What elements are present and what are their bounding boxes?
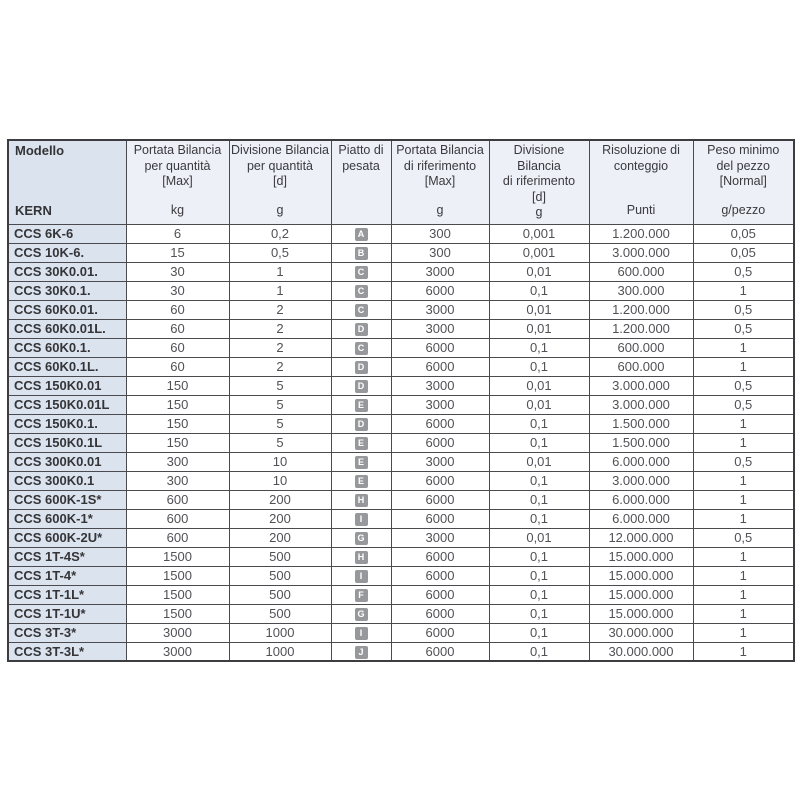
weighing-pan-badge: G bbox=[355, 532, 368, 545]
cell-division_g: 1000 bbox=[229, 623, 331, 642]
cell-division_g: 10 bbox=[229, 471, 331, 490]
header-line: [Normal] bbox=[719, 174, 767, 188]
cell-resolution: 15.000.000 bbox=[589, 604, 693, 623]
header-line: Portata Bilancia bbox=[133, 143, 222, 157]
header-unit: g bbox=[276, 203, 284, 217]
cell-division_g: 0,2 bbox=[229, 224, 331, 243]
cell-ref_division_g: 0,01 bbox=[489, 319, 589, 338]
cell-capacity_kg: 150 bbox=[126, 395, 229, 414]
weighing-pan-cell bbox=[331, 585, 391, 604]
cell-ref_division_g: 0,1 bbox=[489, 471, 589, 490]
cell-min_weight: 0,5 bbox=[693, 262, 794, 281]
model-name: CCS 600K-1S* bbox=[8, 490, 126, 509]
cell-division_g: 2 bbox=[229, 338, 331, 357]
table-row bbox=[8, 547, 794, 566]
header-line: pesata bbox=[342, 158, 380, 173]
cell-division_g: 5 bbox=[229, 395, 331, 414]
cell-ref_division_g: 0,01 bbox=[489, 452, 589, 471]
cell-capacity_kg: 300 bbox=[126, 452, 229, 471]
table-row bbox=[8, 452, 794, 471]
cell-resolution: 600.000 bbox=[589, 338, 693, 357]
header-unit: g bbox=[436, 203, 444, 217]
header-line: per quantità bbox=[144, 158, 211, 173]
cell-min_weight: 0,05 bbox=[693, 224, 794, 243]
cell-division_g: 500 bbox=[229, 585, 331, 604]
cell-min_weight: 1 bbox=[693, 547, 794, 566]
cell-division_g: 5 bbox=[229, 433, 331, 452]
weighing-pan-cell bbox=[331, 262, 391, 281]
table-row bbox=[8, 338, 794, 357]
cell-ref_capacity_g: 6000 bbox=[391, 357, 489, 376]
cell-ref_division_g: 0,01 bbox=[489, 528, 589, 547]
cell-ref_division_g: 0,1 bbox=[489, 281, 589, 300]
cell-min_weight: 1 bbox=[693, 471, 794, 490]
table-row bbox=[8, 509, 794, 528]
model-name: CCS 30K0.01. bbox=[8, 262, 126, 281]
table-row bbox=[8, 566, 794, 585]
weighing-pan-cell bbox=[331, 642, 391, 661]
weighing-pan-cell bbox=[331, 490, 391, 509]
cell-ref_division_g: 0,001 bbox=[489, 224, 589, 243]
cell-min_weight: 0,5 bbox=[693, 395, 794, 414]
cell-ref_capacity_g: 3000 bbox=[391, 395, 489, 414]
header-line: Peso minimo bbox=[707, 143, 780, 157]
cell-capacity_kg: 30 bbox=[126, 262, 229, 281]
table-row bbox=[8, 300, 794, 319]
header-line: conteggio bbox=[613, 158, 669, 173]
cell-capacity_kg: 600 bbox=[126, 490, 229, 509]
model-name: CCS 150K0.1. bbox=[8, 414, 126, 433]
cell-capacity_kg: 60 bbox=[126, 338, 229, 357]
cell-ref_capacity_g: 300 bbox=[391, 243, 489, 262]
column-header-divisione-quantita bbox=[229, 140, 331, 224]
weighing-pan-cell bbox=[331, 224, 391, 243]
cell-ref_division_g: 0,1 bbox=[489, 585, 589, 604]
cell-min_weight: 0,5 bbox=[693, 376, 794, 395]
weighing-pan-badge: E bbox=[355, 437, 368, 450]
weighing-pan-badge: D bbox=[355, 323, 368, 336]
cell-capacity_kg: 150 bbox=[126, 433, 229, 452]
cell-ref_division_g: 0,001 bbox=[489, 243, 589, 262]
header-unit: kg bbox=[170, 203, 185, 217]
cell-ref_capacity_g: 6000 bbox=[391, 566, 489, 585]
table-row bbox=[8, 528, 794, 547]
cell-resolution: 3.000.000 bbox=[589, 395, 693, 414]
cell-division_g: 2 bbox=[229, 357, 331, 376]
cell-min_weight: 1 bbox=[693, 604, 794, 623]
product-spec-table bbox=[7, 139, 795, 662]
cell-division_g: 2 bbox=[229, 300, 331, 319]
weighing-pan-cell bbox=[331, 509, 391, 528]
cell-ref_division_g: 0,1 bbox=[489, 490, 589, 509]
cell-ref_division_g: 0,1 bbox=[489, 357, 589, 376]
cell-capacity_kg: 30 bbox=[126, 281, 229, 300]
cell-ref_capacity_g: 3000 bbox=[391, 452, 489, 471]
weighing-pan-badge: D bbox=[355, 418, 368, 431]
table-row bbox=[8, 357, 794, 376]
cell-division_g: 500 bbox=[229, 604, 331, 623]
header-line: di riferimento bbox=[403, 158, 477, 173]
model-name: CCS 30K0.1. bbox=[8, 281, 126, 300]
cell-min_weight: 0,5 bbox=[693, 300, 794, 319]
cell-capacity_kg: 600 bbox=[126, 528, 229, 547]
weighing-pan-cell bbox=[331, 433, 391, 452]
cell-ref_capacity_g: 6000 bbox=[391, 604, 489, 623]
cell-ref_capacity_g: 6000 bbox=[391, 547, 489, 566]
header-line: Risoluzione di bbox=[602, 143, 680, 157]
cell-min_weight: 1 bbox=[693, 490, 794, 509]
column-header-divisione-riferimento bbox=[489, 140, 589, 224]
weighing-pan-cell bbox=[331, 338, 391, 357]
table-row bbox=[8, 414, 794, 433]
weighing-pan-badge: C bbox=[355, 266, 368, 279]
table-row bbox=[8, 281, 794, 300]
cell-capacity_kg: 1500 bbox=[126, 585, 229, 604]
header-unit: Punti bbox=[626, 203, 656, 217]
weighing-pan-cell bbox=[331, 528, 391, 547]
model-name: CCS 600K-2U* bbox=[8, 528, 126, 547]
cell-min_weight: 1 bbox=[693, 281, 794, 300]
model-name: CCS 150K0.01 bbox=[8, 376, 126, 395]
cell-ref_division_g: 0,01 bbox=[489, 395, 589, 414]
column-header-modello bbox=[8, 140, 126, 224]
cell-ref_capacity_g: 6000 bbox=[391, 642, 489, 661]
weighing-pan-badge: A bbox=[355, 228, 368, 241]
cell-capacity_kg: 60 bbox=[126, 357, 229, 376]
column-header-portata-quantita bbox=[126, 140, 229, 224]
weighing-pan-cell bbox=[331, 395, 391, 414]
header-line: Piatto di bbox=[338, 143, 384, 157]
weighing-pan-badge: C bbox=[355, 304, 368, 317]
model-name: CCS 300K0.1 bbox=[8, 471, 126, 490]
cell-ref_capacity_g: 6000 bbox=[391, 585, 489, 604]
cell-min_weight: 1 bbox=[693, 566, 794, 585]
cell-capacity_kg: 600 bbox=[126, 509, 229, 528]
cell-division_g: 5 bbox=[229, 376, 331, 395]
cell-ref_capacity_g: 3000 bbox=[391, 528, 489, 547]
model-name: CCS 60K0.1. bbox=[8, 338, 126, 357]
cell-division_g: 1000 bbox=[229, 642, 331, 661]
header-line: [d] bbox=[532, 189, 546, 204]
table-row bbox=[8, 395, 794, 414]
column-header-portata-riferimento bbox=[391, 140, 489, 224]
weighing-pan-cell bbox=[331, 300, 391, 319]
cell-division_g: 200 bbox=[229, 528, 331, 547]
cell-ref_capacity_g: 6000 bbox=[391, 509, 489, 528]
cell-resolution: 3.000.000 bbox=[589, 376, 693, 395]
cell-ref_capacity_g: 3000 bbox=[391, 300, 489, 319]
cell-division_g: 500 bbox=[229, 566, 331, 585]
cell-resolution: 15.000.000 bbox=[589, 566, 693, 585]
weighing-pan-cell bbox=[331, 357, 391, 376]
cell-division_g: 200 bbox=[229, 509, 331, 528]
cell-ref_division_g: 0,1 bbox=[489, 414, 589, 433]
weighing-pan-cell bbox=[331, 376, 391, 395]
cell-ref_capacity_g: 6000 bbox=[391, 414, 489, 433]
header-row bbox=[8, 140, 794, 224]
cell-ref_capacity_g: 3000 bbox=[391, 319, 489, 338]
table-row bbox=[8, 224, 794, 243]
weighing-pan-badge: H bbox=[355, 551, 368, 564]
cell-resolution: 15.000.000 bbox=[589, 585, 693, 604]
cell-ref_division_g: 0,1 bbox=[489, 547, 589, 566]
weighing-pan-cell bbox=[331, 414, 391, 433]
header-line: di riferimento bbox=[502, 174, 576, 188]
table-row bbox=[8, 319, 794, 338]
cell-min_weight: 0,05 bbox=[693, 243, 794, 262]
header-unit: g/pezzo bbox=[721, 203, 766, 217]
cell-resolution: 6.000.000 bbox=[589, 452, 693, 471]
weighing-pan-cell bbox=[331, 319, 391, 338]
header-line: Divisione Bilancia bbox=[513, 143, 565, 173]
cell-min_weight: 1 bbox=[693, 585, 794, 604]
weighing-pan-badge: I bbox=[355, 513, 368, 526]
weighing-pan-cell bbox=[331, 281, 391, 300]
cell-min_weight: 1 bbox=[693, 509, 794, 528]
table-row bbox=[8, 376, 794, 395]
cell-ref_capacity_g: 6000 bbox=[391, 490, 489, 509]
model-name: CCS 10K-6. bbox=[8, 243, 126, 262]
cell-ref_division_g: 0,01 bbox=[489, 376, 589, 395]
cell-ref_capacity_g: 3000 bbox=[391, 376, 489, 395]
model-name: CCS 150K0.1L bbox=[8, 433, 126, 452]
model-name: CCS 3T-3L* bbox=[8, 642, 126, 661]
cell-capacity_kg: 150 bbox=[126, 414, 229, 433]
header-line: Divisione Bilancia bbox=[231, 143, 329, 157]
weighing-pan-cell bbox=[331, 243, 391, 262]
weighing-pan-badge: I bbox=[355, 570, 368, 583]
table-row bbox=[8, 623, 794, 642]
header-line: del pezzo bbox=[716, 158, 770, 173]
cell-ref_capacity_g: 3000 bbox=[391, 262, 489, 281]
cell-min_weight: 1 bbox=[693, 433, 794, 452]
table-row bbox=[8, 262, 794, 281]
cell-capacity_kg: 1500 bbox=[126, 604, 229, 623]
weighing-pan-badge: J bbox=[355, 646, 368, 659]
table-row bbox=[8, 471, 794, 490]
weighing-pan-badge: H bbox=[355, 494, 368, 507]
weighing-pan-cell bbox=[331, 604, 391, 623]
table-row bbox=[8, 585, 794, 604]
weighing-pan-badge: D bbox=[355, 380, 368, 393]
cell-capacity_kg: 6 bbox=[126, 224, 229, 243]
cell-capacity_kg: 60 bbox=[126, 319, 229, 338]
cell-min_weight: 0,5 bbox=[693, 319, 794, 338]
weighing-pan-badge: I bbox=[355, 627, 368, 640]
header-unit: g bbox=[535, 205, 543, 219]
cell-min_weight: 1 bbox=[693, 357, 794, 376]
weighing-pan-badge: B bbox=[355, 247, 368, 260]
cell-resolution: 3.000.000 bbox=[589, 471, 693, 490]
cell-division_g: 5 bbox=[229, 414, 331, 433]
cell-resolution: 3.000.000 bbox=[589, 243, 693, 262]
model-name: CCS 60K0.01. bbox=[8, 300, 126, 319]
model-name: CCS 3T-3* bbox=[8, 623, 126, 642]
cell-ref_division_g: 0,1 bbox=[489, 433, 589, 452]
cell-resolution: 30.000.000 bbox=[589, 642, 693, 661]
cell-min_weight: 1 bbox=[693, 642, 794, 661]
table-row bbox=[8, 604, 794, 623]
cell-resolution: 1.200.000 bbox=[589, 224, 693, 243]
model-name: CCS 60K0.1L. bbox=[8, 357, 126, 376]
cell-resolution: 15.000.000 bbox=[589, 547, 693, 566]
cell-ref_division_g: 0,1 bbox=[489, 642, 589, 661]
model-name: CCS 1T-4* bbox=[8, 566, 126, 585]
column-header-risoluzione-conteggio bbox=[589, 140, 693, 224]
header-line: [Max] bbox=[424, 174, 456, 188]
weighing-pan-cell bbox=[331, 623, 391, 642]
cell-capacity_kg: 1500 bbox=[126, 547, 229, 566]
model-name: CCS 1T-1L* bbox=[8, 585, 126, 604]
table-row bbox=[8, 490, 794, 509]
weighing-pan-badge: C bbox=[355, 285, 368, 298]
cell-ref_capacity_g: 6000 bbox=[391, 471, 489, 490]
cell-division_g: 1 bbox=[229, 281, 331, 300]
table-row bbox=[8, 642, 794, 661]
column-header-peso-minimo bbox=[693, 140, 794, 224]
cell-ref_division_g: 0,01 bbox=[489, 262, 589, 281]
model-name: CCS 1T-1U* bbox=[8, 604, 126, 623]
header-line: Modello bbox=[15, 143, 65, 158]
cell-min_weight: 1 bbox=[693, 623, 794, 642]
cell-capacity_kg: 15 bbox=[126, 243, 229, 262]
cell-resolution: 600.000 bbox=[589, 357, 693, 376]
cell-resolution: 30.000.000 bbox=[589, 623, 693, 642]
weighing-pan-badge: E bbox=[355, 399, 368, 412]
cell-capacity_kg: 1500 bbox=[126, 566, 229, 585]
column-header-piatto-di-pesata bbox=[331, 140, 391, 224]
cell-resolution: 1.500.000 bbox=[589, 414, 693, 433]
cell-capacity_kg: 3000 bbox=[126, 623, 229, 642]
model-name: CCS 150K0.01L bbox=[8, 395, 126, 414]
cell-division_g: 2 bbox=[229, 319, 331, 338]
cell-ref_capacity_g: 6000 bbox=[391, 623, 489, 642]
cell-ref_division_g: 0,1 bbox=[489, 509, 589, 528]
header-line: [Max] bbox=[162, 174, 193, 188]
weighing-pan-cell bbox=[331, 452, 391, 471]
cell-ref_division_g: 0,1 bbox=[489, 623, 589, 642]
weighing-pan-cell bbox=[331, 471, 391, 490]
cell-resolution: 600.000 bbox=[589, 262, 693, 281]
model-name: CCS 1T-4S* bbox=[8, 547, 126, 566]
cell-min_weight: 0,5 bbox=[693, 452, 794, 471]
cell-ref_capacity_g: 6000 bbox=[391, 338, 489, 357]
cell-ref_capacity_g: 6000 bbox=[391, 281, 489, 300]
table-row bbox=[8, 433, 794, 452]
table-row bbox=[8, 243, 794, 262]
cell-resolution: 300.000 bbox=[589, 281, 693, 300]
weighing-pan-badge: E bbox=[355, 475, 368, 488]
header-line: [d] bbox=[273, 174, 287, 188]
cell-capacity_kg: 150 bbox=[126, 376, 229, 395]
cell-resolution: 1.500.000 bbox=[589, 433, 693, 452]
weighing-pan-badge: C bbox=[355, 342, 368, 355]
model-name: CCS 6K-6 bbox=[8, 224, 126, 243]
weighing-pan-badge: G bbox=[355, 608, 368, 621]
header-line: per quantità bbox=[246, 158, 314, 173]
cell-resolution: 12.000.000 bbox=[589, 528, 693, 547]
cell-ref_division_g: 0,1 bbox=[489, 604, 589, 623]
weighing-pan-cell bbox=[331, 547, 391, 566]
cell-min_weight: 0,5 bbox=[693, 528, 794, 547]
model-name: CCS 60K0.01L. bbox=[8, 319, 126, 338]
model-name: CCS 600K-1* bbox=[8, 509, 126, 528]
weighing-pan-badge: D bbox=[355, 361, 368, 374]
weighing-pan-badge: F bbox=[355, 589, 368, 602]
cell-division_g: 500 bbox=[229, 547, 331, 566]
header-unit bbox=[333, 218, 390, 219]
model-name: CCS 300K0.01 bbox=[8, 452, 126, 471]
cell-ref_capacity_g: 6000 bbox=[391, 433, 489, 452]
cell-capacity_kg: 60 bbox=[126, 300, 229, 319]
cell-resolution: 1.200.000 bbox=[589, 319, 693, 338]
weighing-pan-cell bbox=[331, 566, 391, 585]
cell-ref_division_g: 0,1 bbox=[489, 338, 589, 357]
cell-capacity_kg: 300 bbox=[126, 471, 229, 490]
cell-division_g: 1 bbox=[229, 262, 331, 281]
cell-ref_division_g: 0,01 bbox=[489, 300, 589, 319]
cell-division_g: 10 bbox=[229, 452, 331, 471]
cell-ref_division_g: 0,1 bbox=[489, 566, 589, 585]
cell-resolution: 1.200.000 bbox=[589, 300, 693, 319]
cell-min_weight: 1 bbox=[693, 414, 794, 433]
cell-ref_capacity_g: 300 bbox=[391, 224, 489, 243]
cell-division_g: 0,5 bbox=[229, 243, 331, 262]
header-unit: KERN bbox=[15, 203, 52, 218]
cell-capacity_kg: 3000 bbox=[126, 642, 229, 661]
cell-resolution: 6.000.000 bbox=[589, 490, 693, 509]
cell-division_g: 200 bbox=[229, 490, 331, 509]
weighing-pan-badge: E bbox=[355, 456, 368, 469]
header-line: Portata Bilancia bbox=[396, 143, 484, 157]
cell-resolution: 6.000.000 bbox=[589, 509, 693, 528]
cell-min_weight: 1 bbox=[693, 338, 794, 357]
